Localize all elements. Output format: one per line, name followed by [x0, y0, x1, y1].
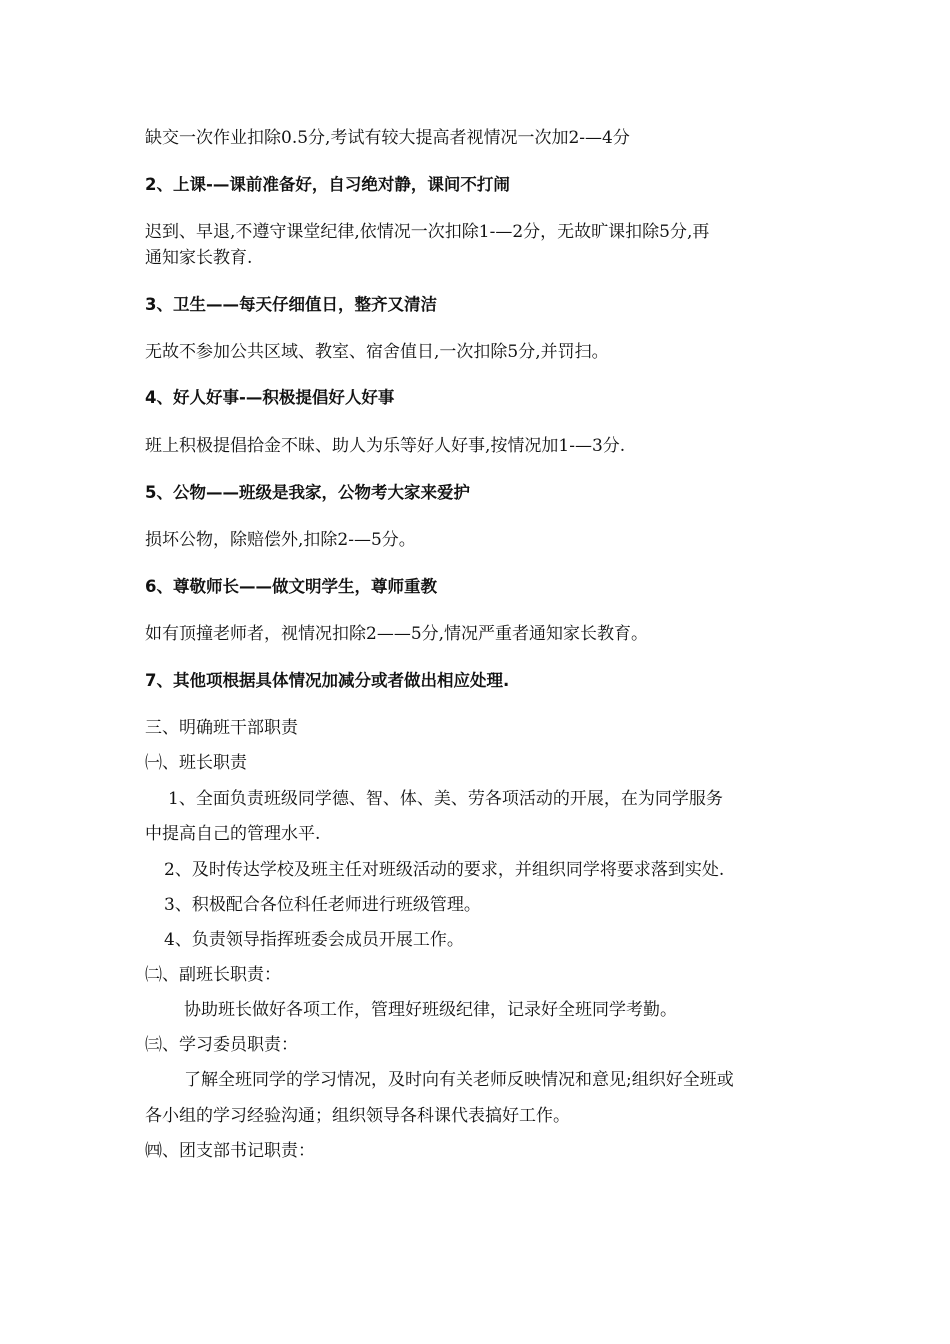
section-heading: 4、好人好事-—积极提倡好人好事 [145, 388, 395, 407]
text-line: 4、负责领导指挥班委会成员开展工作。 [164, 930, 464, 950]
text-line: 各小组的学习经验沟通；组织领导各科课代表搞好工作。 [145, 1106, 570, 1126]
text-line: 中提高自己的管理水平. [145, 824, 321, 844]
text-line: 无故不参加公共区域、教室、宿舍值日,一次扣除5分,并罚扫。 [145, 342, 609, 362]
section-heading: 2、上课-—课前准备好，自习绝对静，课间不打闹 [145, 175, 510, 194]
text-line: 班上积极提倡拾金不昧、助人为乐等好人好事,按情况加1-—3分. [145, 436, 626, 456]
text-line: 损坏公物，除赔偿外,扣除2-—5分。 [145, 530, 416, 550]
text-line: 2、及时传达学校及班主任对班级活动的要求，并组织同学将要求落到实处. [164, 860, 725, 880]
text-line: ㈣、团支部书记职责： [145, 1141, 315, 1161]
text-line: 如有顶撞老师者，视情况扣除2——5分,情况严重者通知家长教育。 [145, 624, 649, 644]
text-line: ㈡、副班长职责： [145, 965, 281, 985]
section-heading: 7、其他项根据具体情况加减分或者做出相应处理. [145, 671, 510, 690]
text-line: ㈢、学习委员职责： [145, 1035, 298, 1055]
text-line: 了解全班同学的学习情况，及时向有关老师反映情况和意见;组织好全班或 [184, 1070, 734, 1090]
text-line: 3、积极配合各位科任老师进行班级管理。 [164, 895, 481, 915]
text-line: 协助班长做好各项工作，管理好班级纪律，记录好全班同学考勤。 [184, 1000, 677, 1020]
text-line: 迟到、早退,不遵守课堂纪律,依情况一次扣除1-—2分，无故旷课扣除5分,再 [145, 222, 710, 242]
text-line: 缺交一次作业扣除0.5分,考试有较大提高者视情况一次加2-—4分 [145, 128, 630, 148]
section-heading: 3、卫生——每天仔细值日，整齐又清洁 [145, 295, 437, 314]
text-line: ㈠、班长职责 [145, 753, 247, 773]
text-line: 三、明确班干部职责 [145, 718, 298, 738]
section-heading: 5、公物——班级是我家，公物考大家来爱护 [145, 483, 470, 502]
text-line: 1、全面负责班级同学德、智、体、美、劳各项活动的开展，在为同学服务 [168, 789, 723, 809]
text-line: 通知家长教育. [145, 248, 253, 268]
section-heading: 6、尊敬师长——做文明学生，尊师重教 [145, 577, 437, 596]
